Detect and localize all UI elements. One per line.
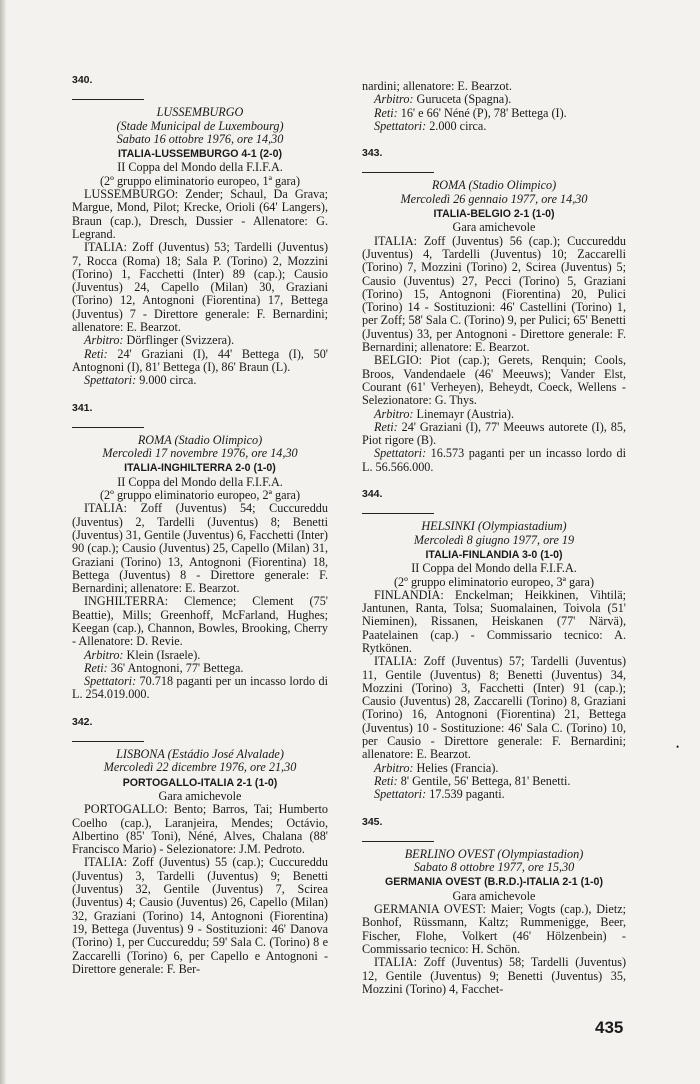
rule: [72, 427, 144, 428]
lineup-paragraph: ITALIA: Zoff (Juventus) 55 (cap.); Cuccureddu (Juventus) 3, Tardelli (Juventus) 9; Benetti (Juventus) 32, Gentile (Juventus) 7, Scirea (Juventus) 4; Causio (Juventus) 26, Capello (Milan) 32, Graziani (Torino) 14, Antognoni (Fiorentina) 19, Bettega (Juventus) 9 - Sostituzioni: 46' Danova (Torino) 1, per Cuccureddu; 59' Sala C. (Torino) 8 e Zaccarelli (Torino) 6, per Capello e Antognoni - Direttore generale: F. Ber-: [72, 855, 328, 976]
match-date: Mercoledì 22 dicembre 1976, ore 21,30: [103, 760, 297, 775]
spettatori-value: 9.000 circa.: [139, 373, 197, 388]
match-number: 343.: [362, 147, 383, 160]
margin-speck: •: [676, 742, 680, 752]
page-number: 435: [595, 1018, 624, 1037]
reti-value: 16' e 66' Néné (P), 78' Bettega (I).: [400, 105, 567, 120]
right-column: [362, 80, 626, 1010]
match-competition: Gara amichevole: [158, 788, 242, 803]
spettatori-value: 17.539 paganti.: [429, 787, 505, 802]
arbitro-value: Guruceta (Spagna).: [416, 92, 512, 107]
match-345: [362, 816, 626, 997]
match-340: [72, 74, 328, 388]
spettatori-label: Spettatori:: [374, 118, 427, 133]
match-venue: LISBONA (Estádio José Alvalade): [116, 747, 284, 762]
match-venue: HELSINKI (Olympiastadium): [421, 519, 567, 534]
match-344: [362, 488, 626, 802]
match-date: Mercoledì 17 novembre 1976, ore 14,30: [102, 446, 298, 461]
reti-label: Reti:: [374, 105, 398, 120]
arbitro-value: Linemayr (Austria).: [416, 406, 515, 421]
match-342-continued: [362, 80, 626, 133]
match-result: ITALIA-INGHILTERRA 2-0 (1-0): [124, 462, 276, 475]
match-number: 344.: [362, 488, 383, 501]
rule: [362, 172, 434, 173]
lineup-paragraph: LUSSEMBURGO: Zender; Schaul, Da Grava; Margue, Mond, Pilot; Krecke, Orioli (64' Langers), Braun (cap.), Dresch, Dussier - Allenatore: G. Legrand.: [72, 187, 328, 241]
match-result: ITALIA-FINLANDIA 3-0 (1-0): [425, 548, 563, 561]
reti-value: 36' Antognoni, 77' Bettega.: [110, 660, 244, 675]
match-342: [72, 716, 328, 976]
lineup-paragraph: ITALIA: Zoff (Juventus) 54; Cuccureddu (Juventus) 2, Tardelli (Juventus) 8; Benetti (Juventus) 31, Gentile (Juventus) 6, Facchetti (Inter) 90 (cap.); Causio (Juventus) 25, Capello (Milan) 31, Graziani (Torino) 13, Antognoni (Fiorentina) 18, Bettega (Juventus) 8 - Direttore generale: F. Bernardini; allenatore: E. Bearzot.: [72, 501, 328, 596]
match-date: Sabato 8 ottobre 1977, ore 15,30: [413, 860, 575, 875]
match-competition-detail: (2º gruppo eliminatorio europeo, 1ª gara): [99, 173, 301, 188]
reti-label: Reti:: [374, 419, 398, 434]
reti-label: Reti:: [374, 773, 398, 788]
match-date: Mercoledì 8 giugno 1977, ore 19: [413, 532, 575, 547]
match-number: 340.: [72, 74, 93, 86]
match-result: ITALIA-BELGIO 2-1 (1-0): [433, 208, 555, 221]
lineup-paragraph: ITALIA: Zoff (Juventus) 53; Tardelli (Juventus) 7, Rocca (Roma) 18; Sala P. (Torino) 2, Mozzini (Torino) 1, Facchetti (Inter) 89 (cap.); Causio (Juventus) 24, Capello (Milan) 30, Graziani (Torino) 12, Antognoni (Fiorentina) 17, Bettega (Juventus) 7 - Direttore generale: F. Bernardini; allenatore: E. Bearzot.: [72, 240, 328, 335]
spettatori-value: 2.000 circa.: [429, 118, 487, 133]
match-competition: II Coppa del Mondo della F.I.F.A.: [411, 561, 577, 576]
lineup-paragraph: GERMANIA OVEST: Maier; Vogts (cap.), Dietz; Bonhof, Rüssmann, Kaltz; Rummenigge, Beer, Fischer, Flohe, Volkert (46' Hölzenbein) - Commissario tecnico: H. Schön.: [362, 902, 626, 956]
match-date: Sabato 16 ottobre 1976, ore 14,30: [116, 131, 284, 146]
rule: [72, 99, 144, 100]
reti-label: Reti:: [84, 660, 108, 675]
match-341: [72, 402, 328, 702]
match-competition: Gara amichevole: [452, 220, 536, 235]
match-venue: LUSSEMBURGO: [156, 105, 244, 120]
spettatori-value: 16.573 paganti per un incasso lordo di L. 56.566.000.: [362, 446, 626, 474]
reti-value: 8' Gentile, 56' Bettega, 81' Benetti.: [400, 773, 571, 788]
match-number: 342.: [72, 715, 93, 728]
arbitro-label: Arbitro:: [374, 406, 414, 421]
spettatori-label: Spettatori:: [84, 373, 137, 388]
arbitro-label: Arbitro:: [84, 333, 124, 348]
match-competition-detail: (2º gruppo eliminatorio europeo, 3ª gara): [393, 574, 595, 589]
arbitro-label: Arbitro:: [84, 647, 124, 662]
match-number: 345.: [362, 815, 383, 828]
spettatori-label: Spettatori:: [84, 674, 137, 689]
lineup-paragraph: ITALIA: Zoff (Juventus) 57; Tardelli (Juventus) 11, Gentile (Juventus) 8; Benetti (Juventus) 34, Mozzini (Torino) 3, Facchetti (Inter) 91 (cap.); Causio (Juventus) 28, Zaccarelli (Torino) 8, Graziani (Torino) 16, Antognoni (Fiorentina) 21, Bettega (Juventus) 10 - Sostituzione: 46' Sala C. (Torino) 10, per Causio - Direttore generale: F. Bernardini; allenatore: E. Bearzot.: [362, 654, 626, 762]
reti-value: 24' Graziani (I), 44' Bettega (I), 50' Antognoni (I), 81' Bettega (I), 86' Braun (L).: [72, 346, 328, 374]
match-venue: ROMA (Stadio Olimpico): [137, 432, 263, 447]
arbitro-label: Arbitro:: [374, 92, 414, 107]
rule: [362, 513, 434, 514]
match-date: Mercoledì 26 gennaio 1977, ore 14,30: [400, 191, 588, 206]
match-venue: ROMA (Stadio Olimpico): [431, 178, 557, 193]
spettatori-value: 70.718 paganti per un incasso lordo di L. 254.019.000.: [72, 674, 328, 702]
match-result: GERMANIA OVEST (B.R.D.)-ITALIA 2-1 (1-0): [385, 876, 603, 889]
match-result: PORTOGALLO-ITALIA 2-1 (1-0): [122, 776, 278, 789]
rule: [72, 741, 144, 742]
arbitro-label: Arbitro:: [374, 760, 414, 775]
match-competition: II Coppa del Mondo della F.I.F.A.: [117, 160, 283, 175]
match-competition: II Coppa del Mondo della F.I.F.A.: [117, 474, 283, 489]
match-competition-detail: (2º gruppo eliminatorio europeo, 2ª gara): [99, 488, 301, 503]
lineup-paragraph: INGHILTERRA: Clemence; Clement (75' Beattie), Mills; Greenhoff, McFarland, Hughes; Keegan (cap.), Channon, Bowles, Brooking, Cherry - Allenatore: D. Revie.: [72, 594, 328, 649]
continued-text: nardini; allenatore: E. Bearzot.: [362, 79, 512, 93]
match-competition: Gara amichevole: [452, 888, 536, 903]
match-number: 341.: [72, 401, 93, 414]
match-343: [362, 147, 626, 474]
page-edge: [0, 0, 6, 1084]
reti-value: 24' Graziani (I), 77' Meeuws autorete (I), 85, Piot rigore (B).: [362, 419, 626, 448]
lineup-paragraph: BELGIO: Piot (cap.); Gerets, Renquin; Cools, Broos, Vandendaele (46' Meeuws); Vander Elst, Courant (61' Verheyen), Beheydt, Coeck, Wellens - Selezionatore: G. Thys.: [362, 353, 626, 408]
rule: [362, 841, 434, 842]
spettatori-label: Spettatori:: [374, 787, 427, 802]
arbitro-value: Helies (Francia).: [416, 760, 499, 775]
left-column: [72, 74, 328, 990]
lineup-paragraph: ITALIA: Zoff (Juventus) 56 (cap.); Cuccureddu (Juventus) 4, Tardelli (Juventus) 10; Zaccarelli (Torino) 7, Mozzini (Torino) 2, Scirea (Juventus) 5; Causio (Juventus) 27, Pecci (Torino) 5, Graziani (Torino) 15, Antognoni (Fiorentina) 20, Pulici (Torino) 14 - Sostituzioni: 46' Castellini (Torino) 1, per Zoff; 58' Sala C. (Torino) 9, per Pulici; 65' Benetti (Juventus) 33, per Antognoni - Direttore generale: F. Bernardini; allenatore: E. Bearzot.: [362, 233, 626, 355]
lineup-paragraph: FINLANDIA: Enckelman; Heikkinen, Vihtilä; Jantunen, Ranta, Tolsa; Suomalainen, Toivola (51' Nieminen), Rissanen, Heiskanen (77' Närvä), Paatelainen (cap.) - Commissario tecnico: A. Rytkönen.: [362, 587, 626, 655]
arbitro-value: Dörflinger (Svizzera).: [126, 333, 235, 348]
lineup-paragraph: PORTOGALLO: Bento; Barros, Tai; Humberto Coelho (cap.), Laranjeira, Mendes; Octávio, Albertino (85' Toni), Néné, Alves, Chalana (88' Francisco Mario) - Selezionatore: J.M. Pedroto.: [72, 802, 328, 857]
lineup-paragraph: ITALIA: Zoff (Juventus) 58; Tardelli (Juventus) 12, Gentile (Juventus) 9; Benetti (Juventus) 35, Mozzini (Torino) 4, Facchet-: [362, 955, 626, 996]
spettatori-label: Spettatori:: [374, 446, 427, 461]
reti-label: Reti:: [84, 346, 108, 361]
match-venue-detail: (Stade Municipal de Luxembourg): [116, 118, 284, 133]
arbitro-value: Klein (Israele).: [126, 647, 201, 662]
match-result: ITALIA-LUSSEMBURGO 4-1 (2-0): [117, 148, 282, 161]
match-venue: BERLINO OVEST (Olympiastadion): [404, 846, 584, 861]
